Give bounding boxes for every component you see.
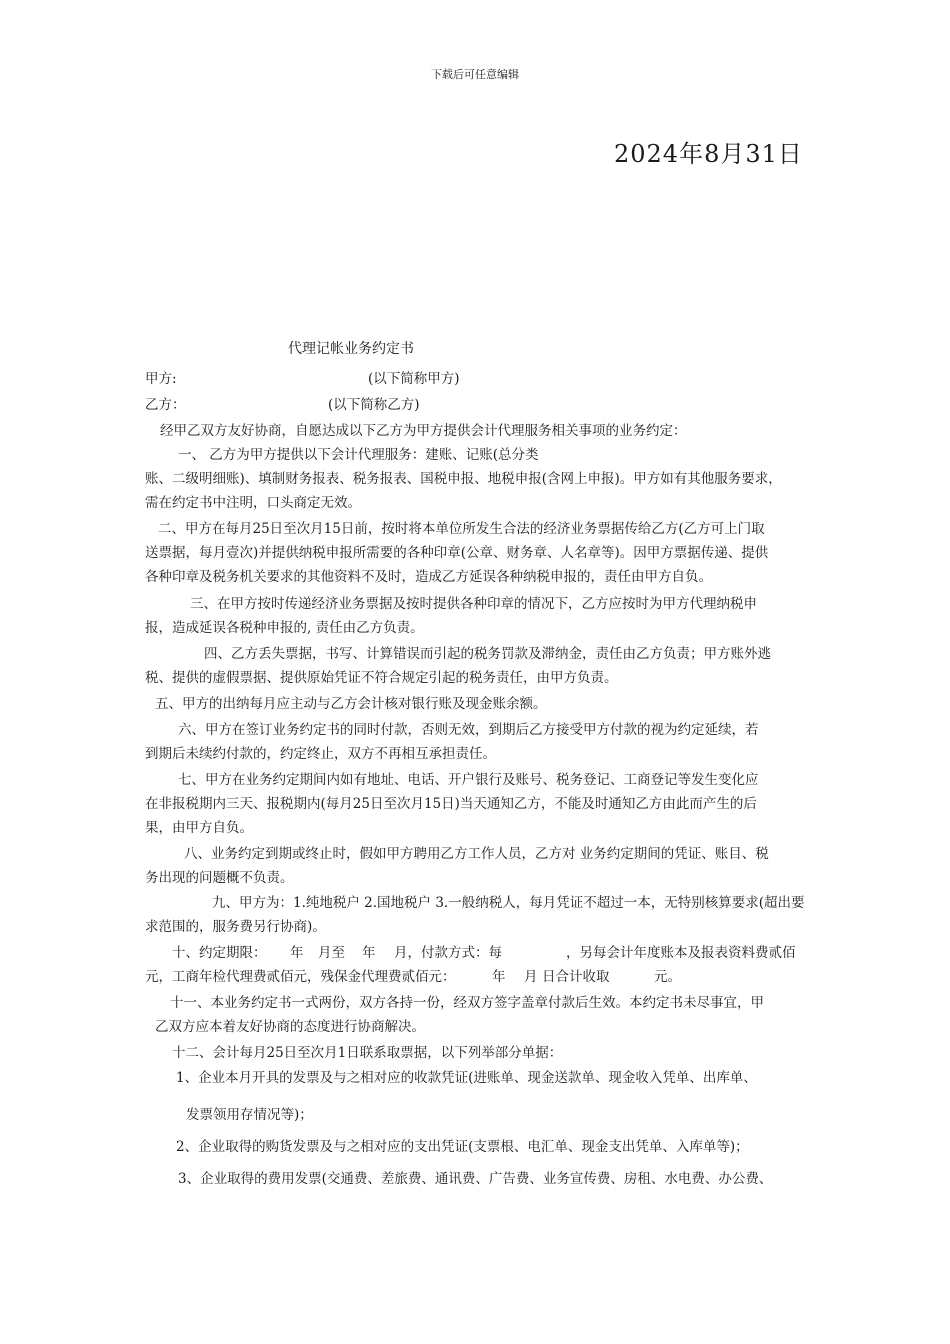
text-line: 1、企业本月开具的发票及与之相对应的收款凭证(进账单、现金送款单、现金收入凭单、出库单、 xyxy=(176,1070,757,1086)
text-line: 十、约定期限： xyxy=(172,945,267,961)
text-line: 账、二级明细账)、填制财务报表、税务报表、国税申报、地税申报(含网上申报)。甲方如有其他服务要求， xyxy=(145,471,782,487)
text-line: 果，由甲方自负。 xyxy=(145,820,253,836)
text-line: (以下简称乙方) xyxy=(328,397,420,413)
text-line: 报，造成延误各税种申报的, 责任由乙方负责。 xyxy=(145,620,424,636)
text-line: 七、甲方在业务约定期间内如有地址、电话、开户银行及账号、税务登记、工商登记等发生变化应 xyxy=(178,772,759,788)
text-line: 十二、会计每月25日至次月1日联系取票据，以下列举部分单据： xyxy=(172,1045,563,1061)
text-line: 年 xyxy=(362,945,376,961)
text-line: 元，工商年检代理费贰佰元，残保金代理费贰佰元： xyxy=(145,969,456,985)
text-line: 税、提供的虚假票据、提供原始凭证不符合规定引起的税务责任，由甲方负责。 xyxy=(145,670,618,686)
text-line: 十一、本业务约定书一式两份，双方各持一份，经双方签字盖章付款后生效。本约定书未尽事宜，甲 xyxy=(170,995,764,1011)
text-line: 四、乙方丢失票据，书写、计算错误而引起的税务罚款及滞纳金，责任由乙方负责；甲方账外逃 xyxy=(204,646,771,662)
header-note: 下载后可任意编辑 xyxy=(431,68,519,81)
text-line: 在非报税期内三天、报税期内(每月25日至次月15日)当天通知乙方，不能及时通知乙方由此而产生的后 xyxy=(145,796,757,812)
text-line: 元。 xyxy=(654,969,681,985)
text-line: 八、业务约定到期或终止时，假如甲方聘用乙方工作人员，乙方对 业务约定期间的凭证、账目、税 xyxy=(184,846,769,862)
text-line: 各种印章及税务机关要求的其他资料不及时，造成乙方延误各种纳税申报的，责任由甲方自负。 xyxy=(145,569,712,585)
text-line: 3、企业取得的费用发票(交通费、差旅费、通讯费、广告费、业务宣传费、房租、水电费、办公费、 xyxy=(178,1171,773,1187)
text-line: 日合计收取 xyxy=(542,969,610,985)
text-line: 经甲乙双方友好协商，自愿达成以下乙方为甲方提供会计代理服务相关事项的业务约定： xyxy=(160,423,687,439)
text-line: 乙方： xyxy=(145,397,186,413)
text-line: 一、 乙方为甲方提供以下会计代理服务：建账、记账(总分类 xyxy=(178,447,539,463)
text-line: 年 xyxy=(492,969,506,985)
document-title: 代理记帐业务约定书 xyxy=(288,341,414,357)
text-line: 2、企业取得的购货发票及与之相对应的支出凭证(支票根、电汇单、现金支出凭单、入库单等)； xyxy=(176,1139,749,1155)
text-line: 求范围的，服务费另行协商)。 xyxy=(145,919,326,935)
text-line: 乙双方应本着友好协商的态度进行协商解决。 xyxy=(155,1019,425,1035)
text-line: 务出现的问题概不负责。 xyxy=(145,870,294,886)
text-line: 五、甲方的出纳每月应主动与乙方会计核对银行账及现金账余额。 xyxy=(155,696,547,712)
text-line: ，另每会计年度账本及报表资料费贰佰 xyxy=(566,945,796,961)
text-line: (以下简称甲方) xyxy=(368,371,460,387)
text-line: 九、甲方为：1.纯地税户 2.国地税户 3.一般纳税人，每月凭证不超过一本，无特别核算要求(超出要 xyxy=(212,895,805,911)
text-line: 月至 xyxy=(318,945,345,961)
text-line: 三、在甲方按时传递经济业务票据及按时提供各种印章的情况下，乙方应按时为甲方代理纳税申 xyxy=(190,596,757,612)
text-line: 发票领用存情况等)； xyxy=(186,1107,313,1123)
text-line: 六、甲方在签订业务约定书的同时付款，否则无效，到期后乙方接受甲方付款的视为约定延续，若 xyxy=(178,722,759,738)
text-line: 年 xyxy=(290,945,304,961)
text-line: 送票据，每月壹次)并提供纳税申报所需要的各种印章(公章、财务章、人名章等)。因甲方票据传递、提供 xyxy=(145,545,769,561)
document-date: 2024年8月31日 xyxy=(614,140,803,168)
text-line: 到期后未续约付款的，约定终止，双方不再相互承担责任。 xyxy=(145,746,496,762)
text-line: 月，付款方式：每 xyxy=(394,945,502,961)
text-line: 甲方: xyxy=(145,371,177,387)
text-line: 需在约定书中注明，口头商定无效。 xyxy=(145,495,361,511)
text-line: 月 xyxy=(524,969,538,985)
text-line: 二、甲方在每月25日至次月15日前，按时将本单位所发生合法的经济业务票据传给乙方(乙方可上门取 xyxy=(158,521,765,537)
